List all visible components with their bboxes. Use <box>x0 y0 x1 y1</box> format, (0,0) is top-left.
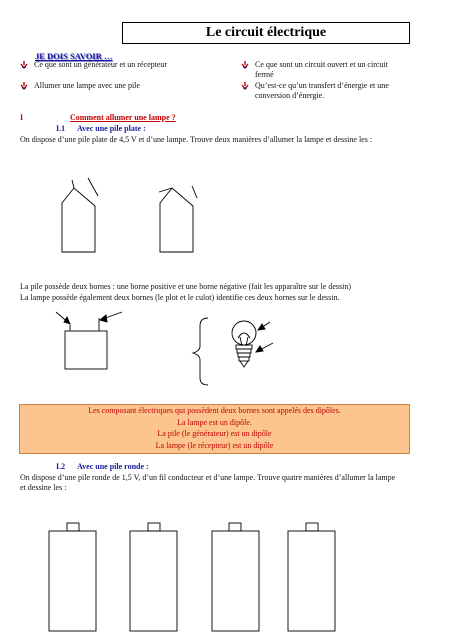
know-item-label: Ce que sont un générateur et un récepteur <box>34 60 168 69</box>
know-heading: JE DOIS SAVOIR … <box>35 51 113 61</box>
bornes-text-1: La pile possède deux bornes : une borne positive et une borne négative (fait les apparaître sur le dessin) <box>20 282 351 291</box>
instruction-text: On dispose d’une pile plate de 4,5 V et d’une lampe. Trouve deux manières d’allumer la lampe et dessine les : <box>20 135 373 144</box>
subsection-number: I.2 <box>56 462 66 471</box>
dipole-line: La lampe (le récepteur) est un dipôle <box>155 440 274 450</box>
round-battery-3 <box>212 523 259 631</box>
dipole-line: La lampe est un dipôle. <box>177 417 252 427</box>
subsection-title: Avec une pile ronde : <box>77 462 149 471</box>
round-battery-2 <box>130 523 177 631</box>
dipole-line: La pile (le générateur) est un dipôle <box>157 429 272 438</box>
instruction-text: On dispose d’une pile ronde de 1,5 V, d’un fil conducteur et d’une lampe. Trouve quatre manières d’allumer la lampe et dessine les : <box>20 473 396 492</box>
round-battery-1 <box>49 523 96 631</box>
know-item-label: Qu’est-ce qu’un transfert d’énergie et une conversion d’énergie. <box>255 81 389 100</box>
round-battery-4 <box>288 523 335 631</box>
subsection-number: I.1 <box>56 124 66 133</box>
section-number: I <box>20 113 24 122</box>
know-item-label: Ce que sont un circuit ouvert et un circuit fermé <box>255 60 388 79</box>
page-title: Le circuit électrique <box>122 22 410 44</box>
subsection-title: Avec une pile plate : <box>77 124 146 133</box>
bornes-text-2: La lampe possède également deux bornes (le plot et le culot) identifie ces deux bornes sur le dessin. <box>20 293 340 302</box>
know-item-label: Allumer une lampe avec une pile <box>34 81 140 90</box>
dipole-line: Les composant électriques qui possèdent deux bornes sont appelés des dipôles. <box>88 406 341 415</box>
section-title: Comment allumer une lampe ? <box>70 113 176 122</box>
